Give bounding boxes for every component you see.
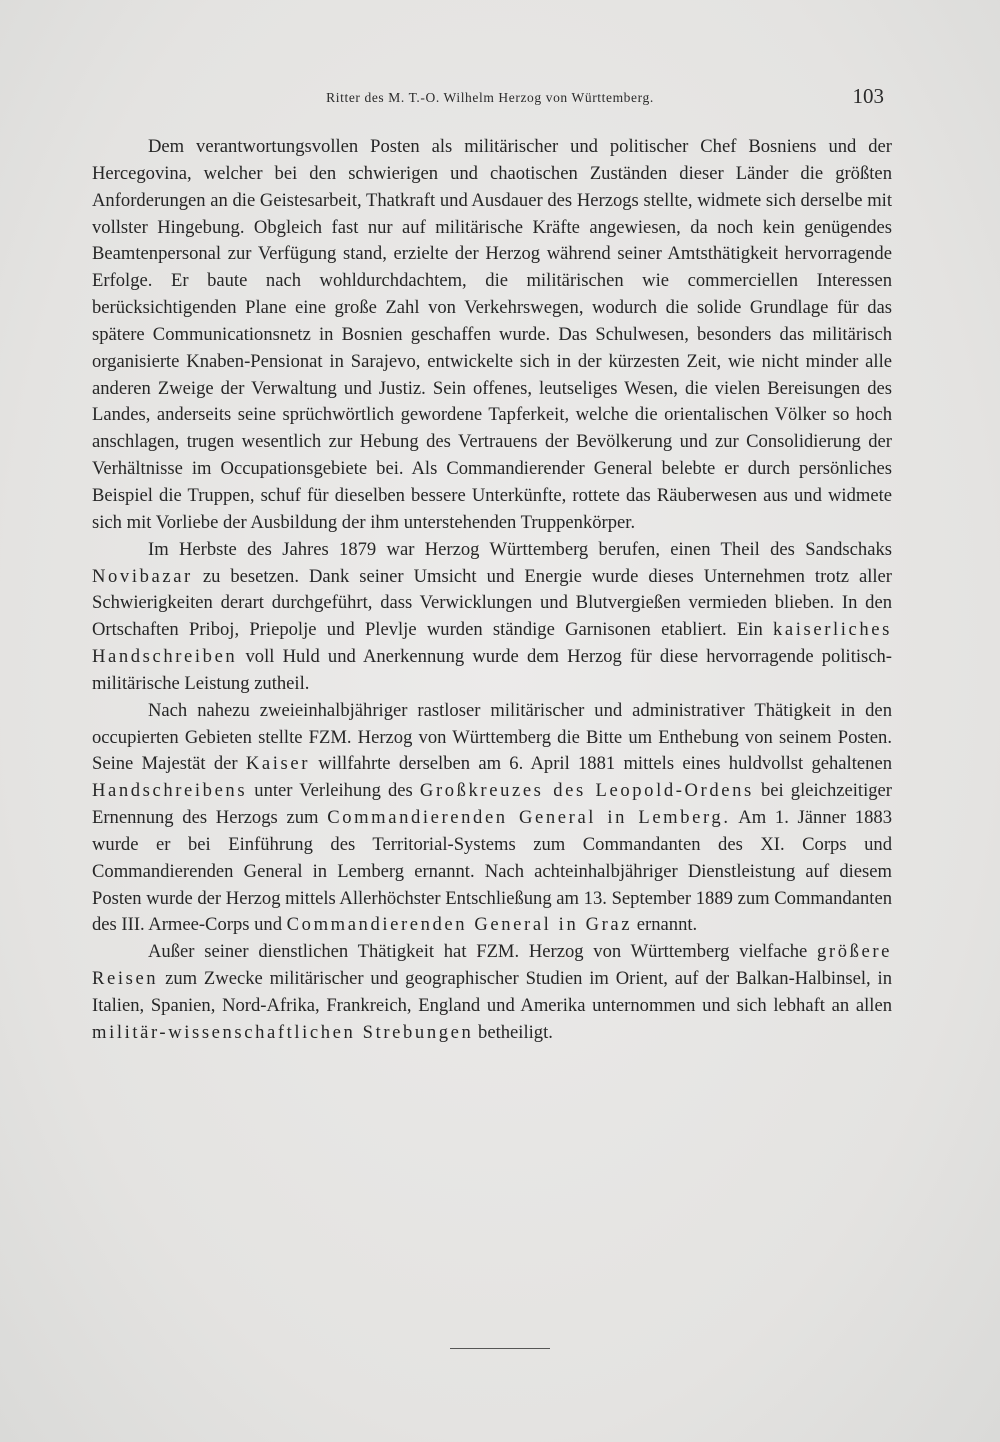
page-number: 103 xyxy=(852,84,884,108)
text-run: willfahrte derselben am 6. April 1881 mittels eines huldvollst gehaltenen xyxy=(310,753,892,775)
text-run: bei gleichzeitiger Ernennung des Herzogs zum xyxy=(92,780,892,829)
text-run: Nach nahezu zweieinhalbjähriger rastloser militärischer und administrativer Thätigkeit in den occupierten Gebieten stellte FZM. Herzog von Württemberg die Bitte um Enthebung von seinem Posten. Seine Majestät der xyxy=(92,699,892,775)
text-run: Am 1. Jänner 1883 wurde er bei Einführung des Territorial-Systems zum Commandanten des XI. Corps und Commandierenden General in Lemberg ernannt. Nach achteinhalbjähriger Dienstleistung auf diesem Posten wurde der Herzog mittels Allerhöchster Entschließung am 13. September 1889 zum Commandanten des III. Armee-Corps und xyxy=(92,807,892,936)
text-run: betheiligt. xyxy=(473,1021,553,1043)
paragraph-1 xyxy=(92,134,892,537)
emphasis-spaced-text: Commandierenden General in Lemberg. xyxy=(327,807,731,829)
text-run: Im Herbste des Jahres 1879 war Herzog Württemberg berufen, einen Theil des Sandschaks xyxy=(148,538,892,560)
emphasis-spaced-text: Kaiser xyxy=(245,753,311,775)
paragraph-3 xyxy=(92,698,892,940)
emphasis-spaced-text: militär-wissenschaftlichen Strebungen xyxy=(92,1021,474,1043)
text-run: voll Huld und Anerkennung wurde dem Herzog für diese hervorragende politisch-militärische Leistung zutheil. xyxy=(92,646,892,694)
body-text xyxy=(92,134,892,1047)
closing-rule xyxy=(450,1348,550,1349)
emphasis-spaced-text: größere Reisen xyxy=(92,941,892,990)
text-run: Dem verantwortungsvollen Posten als militärischer und politischer Chef Bosniens und der Hercegovina, welcher bei den schwierigen und chaotischen Zuständen dieser Länder die größten Anforderungen an die Geistesarbeit, Thatkraft und Ausdauer des Herzogs stellte, widmete sich derselbe mit vollster Hingebung. Obgleich fast nur auf militärische Kräfte angewiesen, da noch kein genügendes Beamtenpersonal zur Verfügung stand, erzielte der Herzog während seiner Amtsthätigkeit hervorragende Erfolge. Er baute nach wohldurchdachtem, die militärischen wie commerciellen Interessen berücksichtigenden Plane eine große Zahl von Verkehrswegen, wodurch die solide Grundlage für das spätere Communicationsnetz in Bosnien geschaffen wurde. Das Schulwesen, besonders das militärisch organisierte Knaben-Pensionat in Sarajevo, entwickelte sich in der kürzesten Zeit, wie nicht minder alle anderen Zweige der Verwaltung und Justiz. Sein offenes, leutseliges Wesen, die vielen Bereisungen des Landes, anderseits seine sprüchwörtlich gewordene Tapferkeit, welche die orientalischen Völker so hoch anschlagen, trugen wesentlich zur Hebung des Vertrauens der Bevölkerung und zur Consolidierung der Verhältnisse im Occupationsgebiete bei. Als Commandierender General belebte er durch persönliches Beispiel die Truppen, schuf für dieselben bessere Unterkünfte, rottete das Räuberwesen aus und widmete sich mit Vorliebe der Ausbildung der ihm unterstehenden Truppenkörper. xyxy=(92,136,892,533)
text-run: unter Verleihung des xyxy=(247,780,420,802)
emphasis-spaced-text: Commandierenden General in Graz xyxy=(286,914,633,936)
page-header xyxy=(90,86,890,112)
emphasis-spaced-text: Novibazar xyxy=(92,565,193,587)
paragraph-2 xyxy=(92,537,892,698)
text-run: zum Zwecke militärischer und geographischer Studien im Orient, auf der Balkan-Halbinsel, in Italien, Spanien, Nord-Afrika, Frankreich, England und Amerika unternommen und sich lebhaft an allen xyxy=(92,968,892,1016)
emphasis-spaced-text: Handschreibens xyxy=(92,780,248,802)
text-run: zu besetzen. Dank seiner Umsicht und Energie wurde dieses Unternehmen trotz aller Schwierigkeiten derart durchgeführt, dass Verwicklungen und Blutvergießen vermieden blieben. In den Ortschaften Priboj, Priepolje und Plevlje wurden ständige Garnisonen etabliert. Ein xyxy=(92,565,892,641)
emphasis-spaced-text: kaiserliches Handschreiben xyxy=(92,619,892,668)
running-head: Ritter des M. T.-O. Wilhelm Herzog von Württemberg. xyxy=(326,90,654,105)
text-run: ernannt. xyxy=(632,914,698,936)
text-run: Außer seiner dienstlichen Thätigkeit hat FZM. Herzog von Württemberg vielfache xyxy=(148,941,818,963)
paragraph-4 xyxy=(92,939,892,1046)
emphasis-spaced-text: Großkreuzes des Leopold-Ordens xyxy=(419,780,754,802)
